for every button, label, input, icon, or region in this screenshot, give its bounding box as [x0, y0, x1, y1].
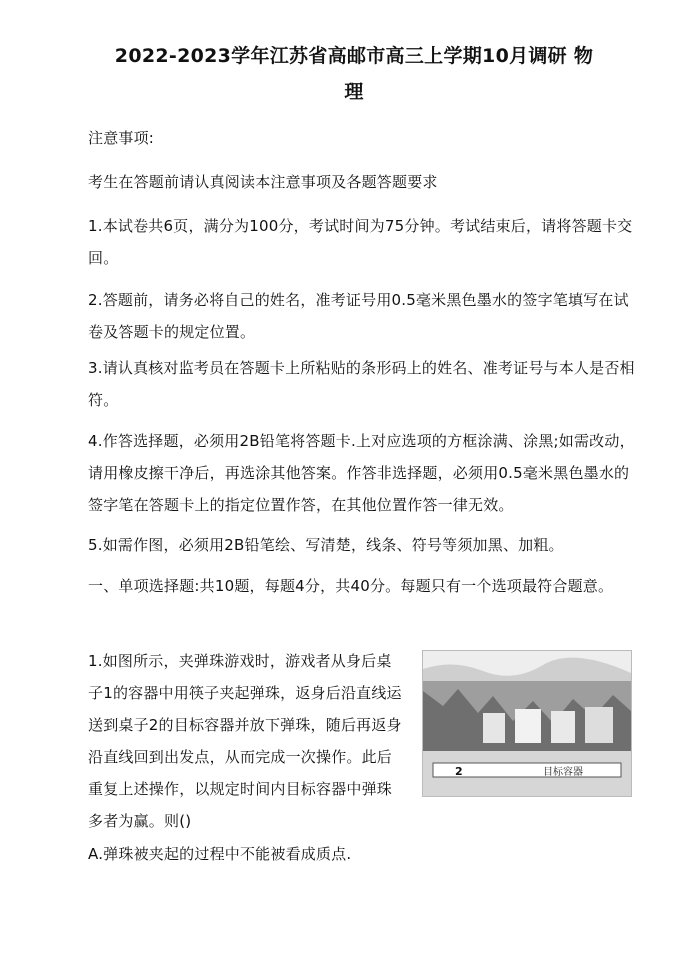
figure-label-number: 2 — [455, 765, 463, 778]
notice-item-2: 2.答题前，请务必将自己的姓名，准考证号用0.5毫米黑色墨水的签字笔填写在试卷及答题卡的规定位置。 — [88, 291, 629, 341]
title-line-1: 2022-2023学年江苏省高邮市高三上学期10月调研 物 — [114, 45, 594, 67]
section-heading: 一、单项选择题:共10题，每题4分，共40分。每题只有一个选项最符合题意。 — [88, 577, 614, 595]
notice-item-5: 5.如需作图，必须用2B铅笔绘、写清楚，线条、符号等须加黑、加粗。 — [88, 536, 564, 554]
paper-title — [60, 38, 648, 110]
figure-photo — [423, 651, 631, 796]
title-line-2: 理 — [344, 81, 364, 103]
notice-item-4: 4.作答选择题，必须用2B铅笔将答题卡.上对应选项的方框涂满、涂黑;如需改动，请用橡皮擦干净后，再选涂其他答案。作答非选择题，必须用0.5毫米黑色墨水的签字笔在答题卡上的指定位置作答，在其他位置作答一律无效。 — [88, 432, 635, 514]
notice-heading: 注意事项: — [88, 129, 155, 147]
question-figure — [422, 650, 632, 797]
option-a: A.弹珠被夹起的过程中不能被看成质点. — [88, 845, 352, 863]
notice-item-3: 3.请认真核对监考员在答题卡上所粘贴的条形码上的姓名、准考证号与本人是否相符。 — [88, 359, 635, 409]
figure-label-text: 目标容器 — [543, 767, 583, 778]
notice-intro: 考生在答题前请认真阅读本注意事项及各题答题要求 — [88, 173, 438, 191]
notice-item-1: 1.本试卷共6页，满分为100分，考试时间为75分钟。考试结束后，请将答题卡交回。 — [88, 217, 633, 267]
question-1: 1.如图所示，夹弹珠游戏时，游戏者从身后桌子1的容器中用筷子夹起弹珠，返身后沿直线运送到桌子2的目标容器并放下弹珠，随后再返身沿直线回到出发点，从而完成一次操作。此后重复上述操作，以规定时间内目标容器中弹珠多者为赢。则() — [88, 652, 402, 830]
